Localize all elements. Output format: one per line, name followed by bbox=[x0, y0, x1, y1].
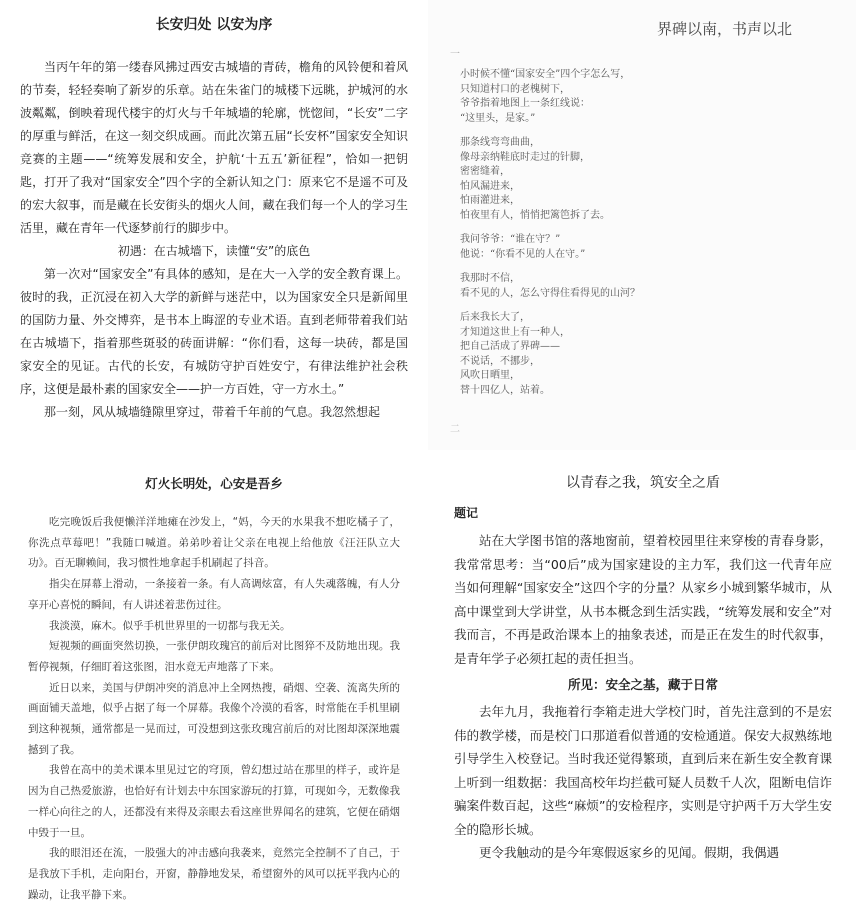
poem-line: 那条线弯弯曲曲， bbox=[460, 137, 540, 148]
essay-paragraph: 我的眼泪还在流，一股强大的冲击感向我袭来，竟然完全控制不了自己，于是我放下手机，走向阳台，开窗，静静地发呆，希望窗外的风可以抚平我内心的躁动，让我平静下来。 bbox=[28, 847, 400, 901]
essay-title: 灯火长明处，心安是吾乡 bbox=[145, 476, 283, 491]
essay-page-lights bbox=[0, 450, 428, 901]
poem-line: 后来我长大了， bbox=[460, 312, 530, 323]
poem-line: 小时候不懂“国家安全”四个字怎么写， bbox=[460, 69, 631, 80]
poem-line: 怕风漏进来， bbox=[460, 180, 520, 192]
section-number: 二 bbox=[450, 424, 460, 435]
poem-line: 我问爷爷：“谁在守？” bbox=[460, 234, 561, 245]
poem-line: 看不见的人，怎么守得住看得见的山河？ bbox=[460, 287, 640, 299]
poem-page-boundary-marker bbox=[428, 0, 856, 450]
poem-title: 界碑以南，书声以北 bbox=[656, 20, 792, 38]
essay-paragraph: 短视频的画面突然切换，一张伊朗玫瑰宫的前后对比图猝不及防地出现。我暂停视频，仔细盯着这张图，泪水竟无声地落了下来。 bbox=[28, 640, 400, 673]
section-number: 一 bbox=[450, 49, 460, 60]
poem-line: 把自己活成了界碑—— bbox=[460, 341, 560, 352]
essay-paragraph: 更令我触动的是今年寒假返家乡的见闻。假期，我偶遇 bbox=[479, 845, 780, 860]
poem-line: “这里头，是家。” bbox=[460, 112, 536, 124]
essay-paragraph: 站在大学图书馆的落地窗前，望着校园里往来穿梭的青春身影，我常常思考：当“00后”成为国家建设的主力军，我们这一代青年应当如何理解“国家安全”这四个字的分量？从家乡小城到繁华城市，从高中课堂到大学讲堂，从书本概念到生活实践，“统筹发展和安全”对我而言，不再是政治课本上的抽象表述，而是正在发生的时代叙事，是青年学子必须扛起的责任担当。 bbox=[454, 533, 832, 666]
poem-body bbox=[450, 68, 832, 398]
essay-paragraph: 当丙午年的第一缕春风拂过西安古城墙的青砖，檐角的风铃便和着风的节奏，轻轻奏响了新岁的乐章。站在朱雀门的城楼下远眺，护城河的水波粼粼，倒映着现代楼宇的灯火与千年城墙的轮廓，恍惚间，“长安”二字的厚重与鲜活，在这一刻交织成画。而此次第五届“长安杯”国家安全知识竞赛的主题——“统筹发展和安全，护航‘十五五’新征程”，恰如一把钥匙，打开了我对“国家安全”四个字的全新认知之门：原来它不是遥不可及的宏大叙事，而是藏在长安街头的烟火人间，藏在我们每一个人的学习生活里，藏在青年一代逐梦前行的脚步中。 bbox=[20, 60, 408, 235]
poem-line: 怕夜里有人，悄悄把篱笆拆了去。 bbox=[460, 209, 610, 221]
essay-title: 以青春之我，筑安全之盾 bbox=[566, 475, 720, 491]
poem-line: 他说：“你看不见的人在守。” bbox=[460, 248, 586, 260]
essay-paragraph: 去年九月，我拖着行李箱走进大学校门时，首先注意到的不是宏伟的教学楼，而是校门口那道看似普通的安检通道。保安大叔熟练地引导学生入校登记。当时我还觉得繁琐，直到后来在新生安全教育课上听到一组数据：我国高校年均拦截可疑人员数千人次，阻断电信诈骗案件数百起，这些“麻烦”的安检程序，实则是守护两千万大学生安全的隐形长城。 bbox=[454, 704, 832, 837]
poem-line: 怕雨灌进来， bbox=[460, 195, 520, 206]
section-heading: 所见：安全之基，藏于日常 bbox=[567, 677, 718, 692]
section-heading: 初遇：在古城墙下，读懂“安”的底色 bbox=[117, 244, 311, 258]
essay-paragraph: 近日以来，美国与伊朗冲突的消息冲上全网热搜，硝烟、空袭、流离失所的画面铺天盖地，似乎占据了每一个屏幕。我像个冷漠的看客，时常能在手机里刷到这种视频，通常都是一晃而过，可没想到这张玫瑰宫前后的对比图却深深地震撼到了我。 bbox=[28, 681, 400, 756]
poem-line: 只知道村口的老槐树下， bbox=[460, 83, 570, 95]
essay-title: 长安归处 以安为序 bbox=[155, 17, 273, 33]
poem-stanza bbox=[450, 272, 832, 301]
poem-stanza bbox=[450, 233, 832, 262]
poem-line: 爷爷指着地图上一条红线说： bbox=[460, 98, 590, 109]
poem-stanza bbox=[450, 136, 832, 223]
essay-page-youth-shield bbox=[428, 450, 856, 901]
poem-line: 风吹日晒里， bbox=[460, 370, 520, 381]
epigraph-label: 题记 bbox=[454, 506, 479, 520]
poem-line: 不说话，不挪步， bbox=[460, 355, 540, 367]
poem-line: 才知道这世上有一种人， bbox=[460, 326, 570, 338]
poem-line: 密密缝着， bbox=[460, 166, 510, 177]
essay-paragraph: 我曾在高中的美术课本里见过它的穹顶，曾幻想过站在那里的样子，或许是因为自己热爱旅游，也恰好有计划去中东国家游玩的打算，可现如今，无数像我一样心向往之的人，还都没有来得及亲眼去看这座世界闻名的建筑，它便在硝烟中毁于一旦。 bbox=[28, 764, 400, 839]
poem-line: 替十四亿人，站着。 bbox=[460, 384, 550, 396]
essay-paragraph: 那一刻，风从城墙缝隙里穿过，带着千年前的气息。我忽然想起 bbox=[44, 405, 381, 419]
poem-line: 我那时不信， bbox=[460, 273, 520, 284]
essay-paragraph: 指尖在屏幕上滑动，一条接着一条。有人高调炫富，有人失魂落魄，有人分享开心喜悦的瞬间，有人讲述着悲伤过往。 bbox=[28, 578, 400, 611]
poem-stanza bbox=[450, 68, 832, 126]
essay-paragraph: 第一次对“国家安全”有具体的感知，是在大一入学的安全教育课上。彼时的我，正沉浸在初入大学的新鲜与迷茫中，以为国家安全只是新闻里的国防力量、外交博弈，是书本上晦涩的专业术语。直到老师带着我们站在古城墙下，指着那些斑驳的砖面讲解：“你们看，这每一块砖，都是国家安全的见证。古代的长安，有城防守护百姓安宁，有律法维护社会秩序，这便是最朴素的国家安全——护一方百姓，守一方水土。” bbox=[20, 267, 408, 396]
essay-paragraph: 吃完晚饭后我便懒洋洋地瘫在沙发上，“妈，今天的水果我不想吃橘子了，你洗点草莓吧！”我随口喊道。弟弟吵着让父亲在电视上给他放《汪汪队立大功》。百无聊赖间，我习惯性地拿起手机刷起了抖音。 bbox=[28, 516, 400, 570]
poem-line: 像母亲纳鞋底时走过的针脚， bbox=[460, 151, 590, 163]
essay-paragraph: 我淡漠，麻木。似乎手机世界里的一切都与我无关。 bbox=[49, 619, 291, 632]
poem-stanza bbox=[450, 311, 832, 398]
essay-page-chang-an bbox=[0, 0, 428, 450]
